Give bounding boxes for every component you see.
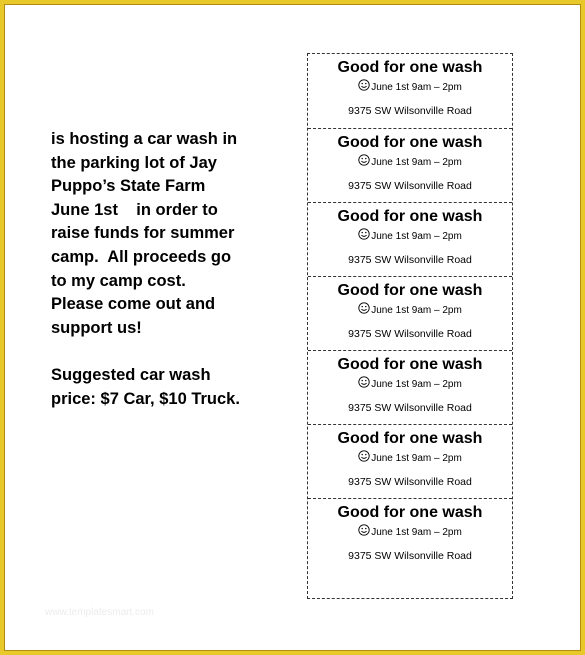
smiley-icon <box>358 376 370 388</box>
coupon-title: Good for one wash <box>337 356 483 373</box>
smiley-icon <box>358 154 370 166</box>
coupon <box>308 128 512 202</box>
coupon <box>308 54 512 128</box>
coupon-address: 9375 SW Wilsonville Road <box>348 328 472 340</box>
coupon-date-time <box>308 450 512 467</box>
coupon <box>308 424 512 498</box>
coupon-title: Good for one wash <box>337 282 483 299</box>
smiley-icon <box>358 228 370 240</box>
coupon-title: Good for one wash <box>337 134 483 151</box>
smiley-icon <box>358 450 370 462</box>
watermark: www.templatesmart.com <box>45 607 154 618</box>
coupon-date-text: June 1st 9am – 2pm <box>371 379 462 390</box>
coupon <box>308 202 512 276</box>
smiley-icon <box>358 302 370 314</box>
coupon-address: 9375 SW Wilsonville Road <box>348 180 472 192</box>
coupon-title: Good for one wash <box>337 504 483 521</box>
coupon <box>308 350 512 424</box>
coupon <box>308 498 512 572</box>
coupon-date-text: June 1st 9am – 2pm <box>371 82 462 93</box>
smiley-icon <box>358 524 370 536</box>
coupon-title: Good for one wash <box>337 208 483 225</box>
coupon-title: Good for one wash <box>337 59 483 76</box>
coupon <box>308 276 512 350</box>
coupon-date-text: June 1st 9am – 2pm <box>371 453 462 464</box>
coupon-address: 9375 SW Wilsonville Road <box>348 254 472 266</box>
coupon-title: Good for one wash <box>337 430 483 447</box>
coupon-address: 9375 SW Wilsonville Road <box>348 550 472 562</box>
coupon-date-time <box>308 154 512 171</box>
coupon-address: 9375 SW Wilsonville Road <box>348 402 472 414</box>
coupon-date-time <box>308 79 512 96</box>
smiley-icon <box>358 79 370 91</box>
flyer-body <box>51 128 291 411</box>
coupon-date-time <box>308 524 512 541</box>
coupon-address: 9375 SW Wilsonville Road <box>348 105 472 117</box>
coupon-date-text: June 1st 9am – 2pm <box>371 527 462 538</box>
coupon-date-text: June 1st 9am – 2pm <box>371 231 462 242</box>
coupon-date-time <box>308 228 512 245</box>
coupon-date-text: June 1st 9am – 2pm <box>371 157 462 168</box>
coupon-date-time <box>308 376 512 393</box>
flyer-paragraph-price: Suggested car wash price: $7 Car, $10 Truck. <box>51 365 240 408</box>
flyer-page <box>4 4 581 651</box>
coupon-address: 9375 SW Wilsonville Road <box>348 476 472 488</box>
coupon-date-text: June 1st 9am – 2pm <box>371 305 462 316</box>
flyer-paragraph-main: is hosting a car wash in the parking lot of Jay Puppo’s State Farm June 1st in order to raise funds for summer camp. All proceeds go to my camp cost. Please come out and support us! <box>51 130 238 337</box>
coupon-date-time <box>308 302 512 319</box>
coupon-strip <box>307 53 513 599</box>
